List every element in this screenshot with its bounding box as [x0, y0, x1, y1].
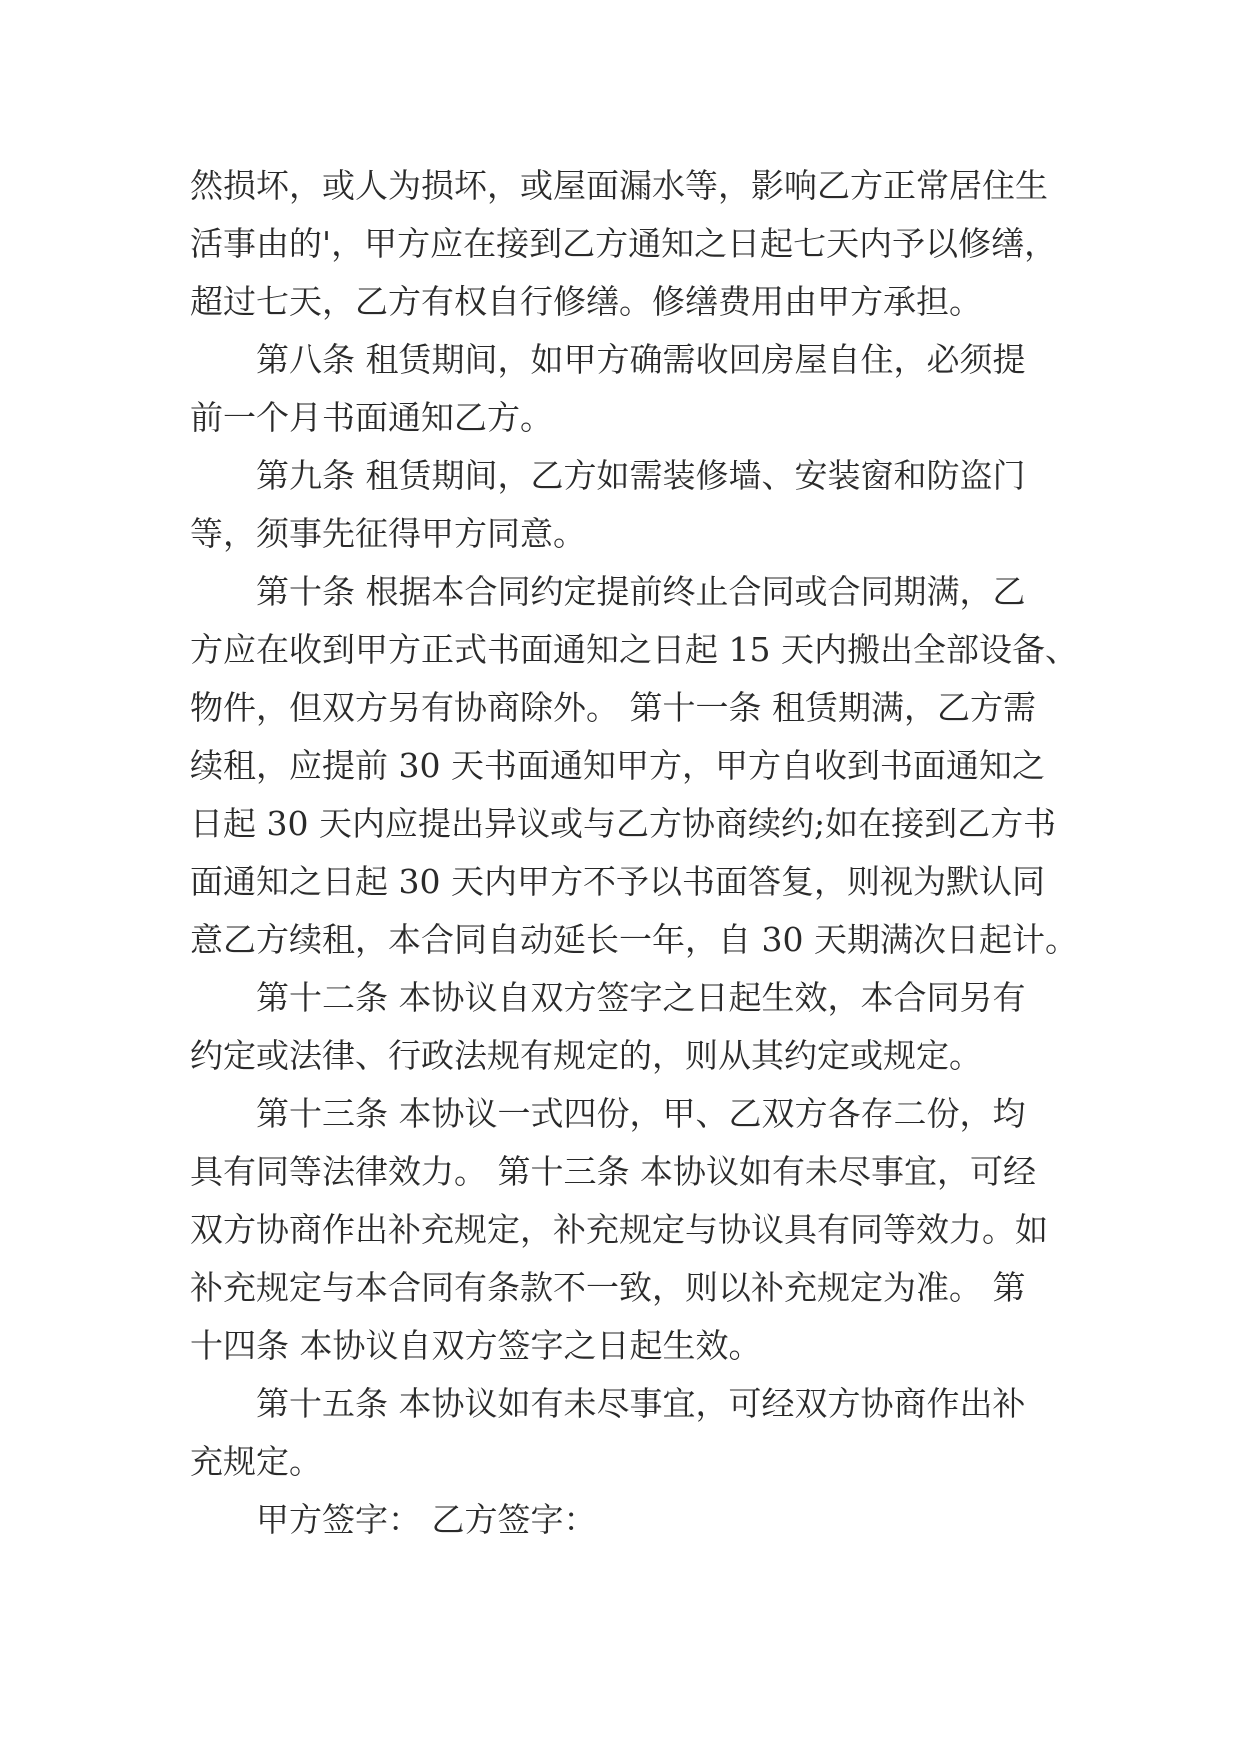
paragraph — [190, 563, 1078, 969]
text-line: 补充规定与本合同有条款不一致，则以补充规定为准。 第 — [190, 1268, 1026, 1307]
text-line: 然损坏，或人为损坏，或屋面漏水等，影响乙方正常居住生 — [190, 166, 1048, 205]
document-body — [190, 157, 1078, 1549]
paragraph — [190, 447, 1050, 563]
text-line: 物件，但双方另有协商除外。 第十一条 租赁期满，乙方需 — [190, 688, 1036, 727]
text-line: 第十五条 本协议如有未尽事宜，可经双方协商作出补 — [256, 1384, 1026, 1423]
text-line: 面通知之日起 30 天内甲方不予以书面答复，则视为默认同 — [190, 862, 1045, 901]
paragraph — [190, 969, 1050, 1085]
text-line: 第十二条 本协议自双方签字之日起生效，本合同另有 — [256, 978, 1026, 1017]
text-line: 日起 30 天内应提出异议或与乙方协商续约;如在接到乙方书 — [190, 804, 1057, 843]
text-line: 十四条 本协议自双方签字之日起生效。 — [190, 1326, 762, 1365]
text-line: 第九条 租赁期间，乙方如需装修墙、安装窗和防盗门 — [256, 456, 1026, 495]
text-line: 方应在收到甲方正式书面通知之日起 15 天内搬出全部设备、 — [190, 630, 1078, 669]
text-line: 约定或法律、行政法规有规定的，则从其约定或规定。 — [190, 1036, 982, 1075]
text-line: 前一个月书面通知乙方。 — [190, 398, 553, 437]
paragraph — [190, 1491, 1050, 1549]
text-line: 第八条 租赁期间，如甲方确需收回房屋自住，必须提 — [256, 340, 1026, 379]
paragraph — [190, 157, 1058, 331]
paragraph — [190, 1085, 1050, 1375]
text-line: 意乙方续租，本合同自动延长一年，自 30 天期满次日起计。 — [190, 920, 1078, 959]
text-line: 双方协商作出补充规定，补充规定与协议具有同等效力。如 — [190, 1210, 1048, 1249]
text-line: 甲方签字： 乙方签字： — [256, 1500, 597, 1539]
text-line: 第十条 根据本合同约定提前终止合同或合同期满，乙 — [256, 572, 1026, 611]
text-line: 具有同等法律效力。 第十三条 本协议如有未尽事宜，可经 — [190, 1152, 1036, 1191]
paragraph — [190, 1375, 1050, 1491]
text-line: 超过七天，乙方有权自行修缮。修缮费用由甲方承担。 — [190, 282, 982, 321]
text-line: 续租，应提前 30 天书面通知甲方，甲方自收到书面通知之 — [190, 746, 1045, 785]
paragraph — [190, 331, 1050, 447]
text-line: 第十三条 本协议一式四份，甲、乙双方各存二份，均 — [256, 1094, 1026, 1133]
text-line: 充规定。 — [190, 1442, 322, 1481]
text-line: 等，须事先征得甲方同意。 — [190, 514, 586, 553]
text-line: 活事由的'，甲方应在接到乙方通知之日起七天内予以修缮， — [190, 224, 1058, 263]
